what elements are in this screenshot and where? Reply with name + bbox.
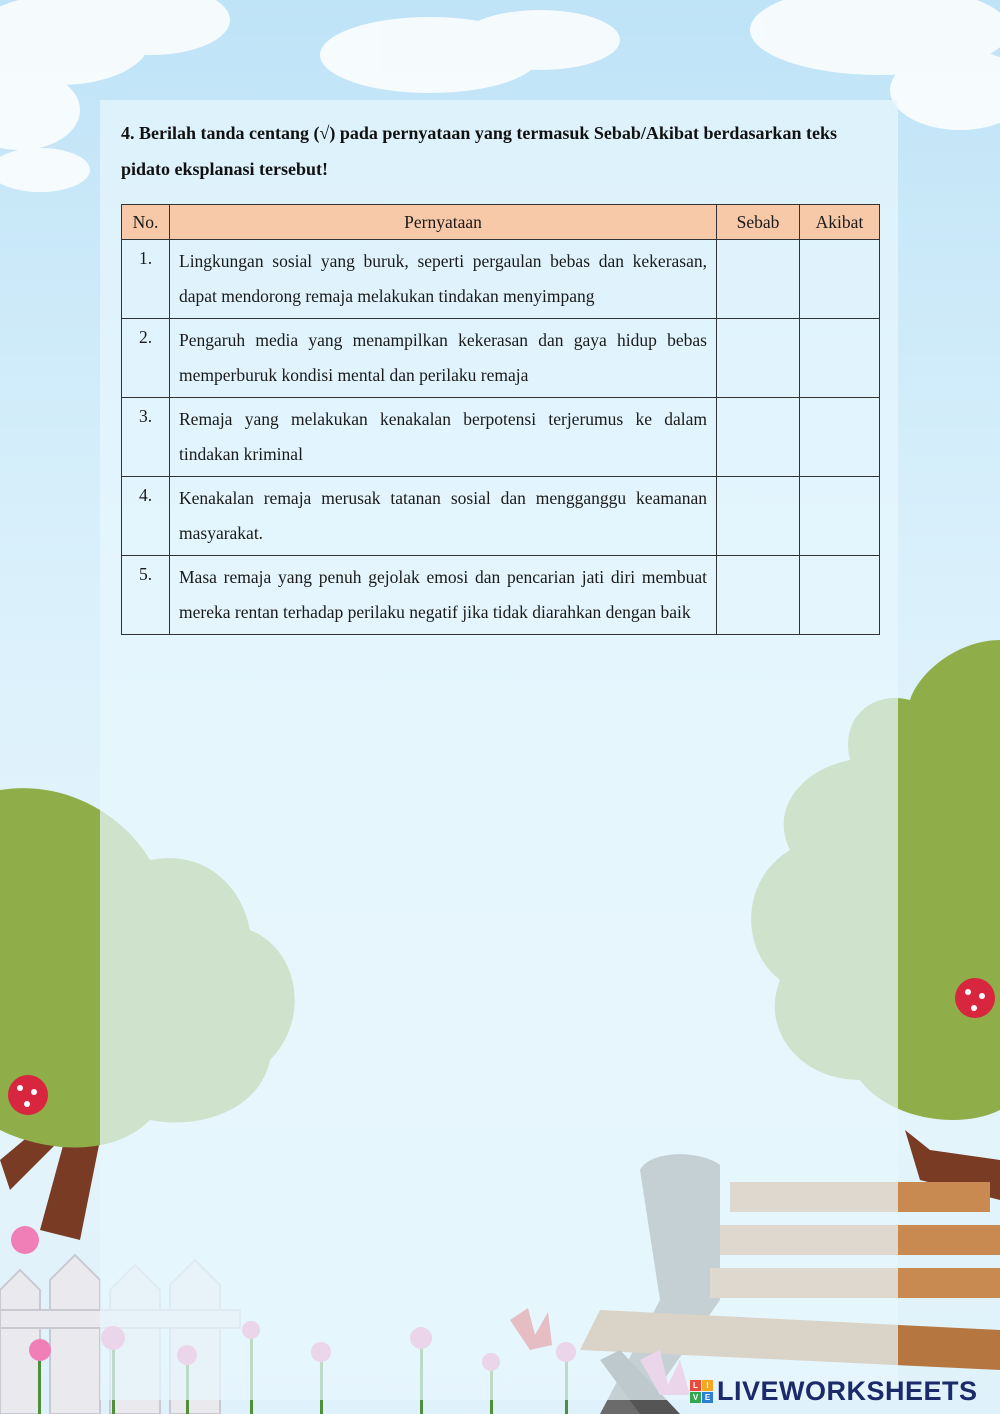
row-number: 3. bbox=[122, 398, 170, 477]
table-row bbox=[122, 398, 880, 477]
row-statement: Remaja yang melakukan kenakalan berpotensi terjerumus ke dalam tindakan kriminal bbox=[170, 398, 717, 477]
table-row bbox=[122, 240, 880, 319]
header-no: No. bbox=[122, 205, 170, 240]
table-header-row bbox=[122, 205, 880, 240]
header-cause: Sebab bbox=[717, 205, 800, 240]
ladybug-left bbox=[8, 1075, 48, 1115]
logo-icon: L I V E bbox=[690, 1380, 713, 1403]
header-statement: Pernyataan bbox=[170, 205, 717, 240]
effect-checkbox-cell[interactable] bbox=[800, 398, 880, 477]
table-row bbox=[122, 319, 880, 398]
effect-checkbox-cell[interactable] bbox=[800, 319, 880, 398]
effect-checkbox-cell[interactable] bbox=[800, 556, 880, 635]
row-statement: Masa remaja yang penuh gejolak emosi dan pencarian jati diri membuat mereka rentan terhadap perilaku negatif jika tidak diarahkan dengan baik bbox=[170, 556, 717, 635]
row-statement: Lingkungan sosial yang buruk, seperti pergaulan bebas dan kekerasan, dapat mendorong remaja melakukan tindakan menyimpang bbox=[170, 240, 717, 319]
cause-checkbox-cell[interactable] bbox=[717, 556, 800, 635]
cause-checkbox-cell[interactable] bbox=[717, 477, 800, 556]
header-effect: Akibat bbox=[800, 205, 880, 240]
row-number: 1. bbox=[122, 240, 170, 319]
liveworksheets-logo bbox=[690, 1374, 978, 1408]
logo-text: LIVEWORKSHEETS bbox=[717, 1375, 978, 1406]
row-statement: Kenakalan remaja merusak tatanan sosial dan mengganggu keamanan masyarakat. bbox=[170, 477, 717, 556]
question-instruction: 4. Berilah tanda centang (√) pada pernyataan yang termasuk Sebab/Akibat berdasarkan teks pidato eksplanasi tersebut! bbox=[121, 123, 837, 179]
effect-checkbox-cell[interactable] bbox=[800, 477, 880, 556]
row-statement: Pengaruh media yang menampilkan kekerasan dan gaya hidup bebas memperburuk kondisi mental dan perilaku remaja bbox=[170, 319, 717, 398]
cause-checkbox-cell[interactable] bbox=[717, 240, 800, 319]
cause-checkbox-cell[interactable] bbox=[717, 319, 800, 398]
statement-table bbox=[121, 204, 880, 635]
cause-checkbox-cell[interactable] bbox=[717, 398, 800, 477]
ladybug-right bbox=[955, 978, 995, 1018]
row-number: 2. bbox=[122, 319, 170, 398]
effect-checkbox-cell[interactable] bbox=[800, 240, 880, 319]
row-number: 4. bbox=[122, 477, 170, 556]
table-row bbox=[122, 477, 880, 556]
table-row bbox=[122, 556, 880, 635]
row-number: 5. bbox=[122, 556, 170, 635]
